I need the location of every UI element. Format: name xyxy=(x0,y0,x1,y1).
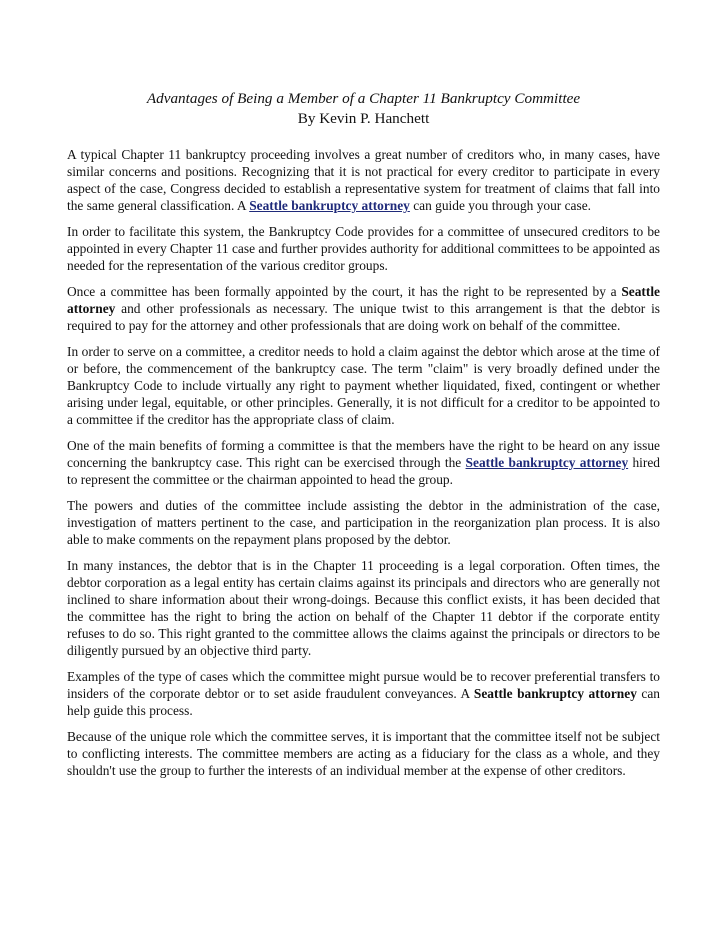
seattle-attorney-bold: Seattle attorney xyxy=(67,283,660,316)
paragraph-1 xyxy=(67,146,660,214)
document-page xyxy=(67,89,660,787)
document-author: By Kevin P. Hanchett xyxy=(297,110,430,127)
paragraph-text: A typical Chapter 11 bankruptcy proceeding involves a great number of creditors who, in many cases, have similar concerns and positions. Recognizing that it is not practical for every creditor to participate in every aspect of the case, Congress decided to establish a representative system for treatment of claims that fall into the same general classification. A xyxy=(67,147,660,214)
paragraph-text: hired to represent the committee or the chairman appointed to head the group. xyxy=(67,454,660,487)
paragraph-text: Examples of the type of cases which the committee might pursue would be to recover preferential transfers to insiders of the corporate debtor or to set aside fraudulent conveyances. A xyxy=(67,668,660,701)
seattle-bankruptcy-attorney-link[interactable]: Seattle bankruptcy attorney xyxy=(249,198,410,214)
paragraph-2: In order to facilitate this system, the Bankruptcy Code provides for a committee of unsecured creditors to be appointed in every Chapter 11 case and further provides authority for additional committees to be appointed as needed for the representation of the various creditor groups. xyxy=(67,223,660,274)
paragraph-text: can guide you through your case. xyxy=(409,198,591,214)
paragraph-4: In order to serve on a committee, a creditor needs to hold a claim against the debtor which arose at the time of or before, the commencement of the bankruptcy case. The term "claim" is very broadly defined under the Bankruptcy Code to include virtually any right to payment whether liquidated, fixed, contingent or whether arising under legal, equitable, or other principles. Generally, it is not difficult for a creditor to be appointed to a committee if the creditor has the appropriate class of claim. xyxy=(67,343,660,428)
paragraph-9: Because of the unique role which the committee serves, it is important that the committee itself not be subject to conflicting interests. The committee members are acting as a fiduciary for the class as a whole, and they shouldn't use the group to further the interests of an individual member at the expense of other creditors. xyxy=(67,728,660,778)
paragraph-text: One of the main benefits of forming a committee is that the members have the right to be heard on any issue concerning the bankruptcy case. This right can be exercised through the xyxy=(67,437,660,470)
seattle-bankruptcy-attorney-link[interactable]: Seattle bankruptcy attorney xyxy=(465,454,629,470)
paragraph-text: Once a committee has been formally appointed by the court, it has the right to be represented by a xyxy=(67,283,622,299)
document-title: Advantages of Being a Member of a Chapter 11 Bankruptcy Committee xyxy=(146,90,581,107)
paragraph-6: The powers and duties of the committee include assisting the debtor in the administration of the case, investigation of matters pertinent to the case, and participation in the reorganization plan process. It is also able to make comments on the repayment plans proposed by the debtor. xyxy=(67,497,660,547)
seattle-bankruptcy-attorney-bold: Seattle bankruptcy attorney xyxy=(473,685,637,701)
paragraph-8 xyxy=(67,668,660,719)
paragraph-text: can help guide this process. xyxy=(67,685,660,718)
paragraph-3 xyxy=(67,283,660,334)
paragraph-5 xyxy=(67,437,660,488)
document-header xyxy=(67,89,660,129)
paragraph-text: and other professionals as necessary. The unique twist to this arrangement is that the debtor is required to pay for the attorney and other professionals that are doing work on behalf of the committee. xyxy=(67,300,660,334)
paragraph-7: In many instances, the debtor that is in the Chapter 11 proceeding is a legal corporation. Often times, the debtor corporation as a legal entity has certain claims against its principals and directors who are generally not inclined to share information about their wrong-doings. Because this conflict exists, it has been decided that the committee has the right to bring the action on behalf of the Chapter 11 debtor if the corporate entity refuses to do so. This right granted to the committee allows the claims against the principals or directors to be diligently pursued by an objective third party. xyxy=(67,557,660,658)
